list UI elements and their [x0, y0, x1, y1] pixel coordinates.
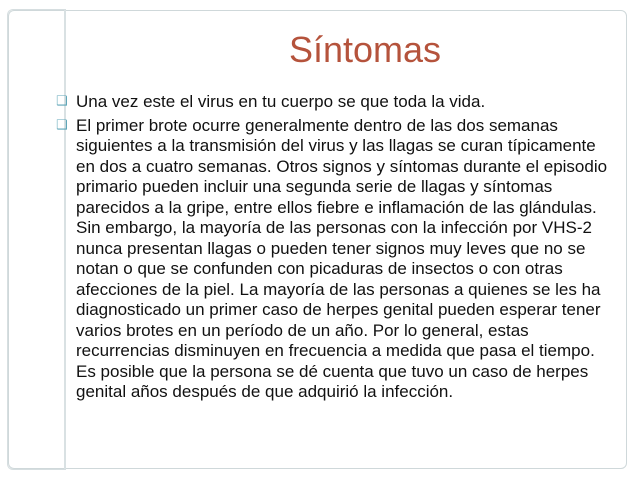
- bullet-icon: ❑: [56, 117, 68, 133]
- bullet-list: [56, 92, 616, 406]
- bullet-item: [56, 116, 616, 403]
- bullet-item: [56, 92, 616, 113]
- bullet-text: Una vez este el virus en tu cuerpo se que toda la vida.: [76, 92, 486, 111]
- slide-title: Síntomas: [288, 29, 442, 70]
- bullet-text: El primer brote ocurre generalmente dentro de las dos semanas siguientes a la transmisión del virus y las llagas se curan típicamente en dos a cuatro semanas. Otros signos y síntomas durante el episodio primario pueden incluir una segunda serie de llagas y síntomas parecidos a la gripe, entre ellos fiebre e inflamación de las glándulas. Sin embargo, la mayoría de las personas con la infección por VHS-2 nunca presentan llagas o pueden tener signos muy leves que no se notan o que se confunden con picaduras de insectos o con otras afecciones de la piel. La mayoría de las personas a quienes se les ha diagnosticado un primer caso de herpes genital pueden esperar tener varios brotes en un período de un año. Por lo general, estas recurrencias disminuyen en frecuencia a medida que pasa el tiempo. Es posible que la persona se dé cuenta que tuvo un caso de herpes genital años después de que adquirió la infección.: [76, 115, 608, 401]
- bullet-icon: ❑: [56, 94, 68, 109]
